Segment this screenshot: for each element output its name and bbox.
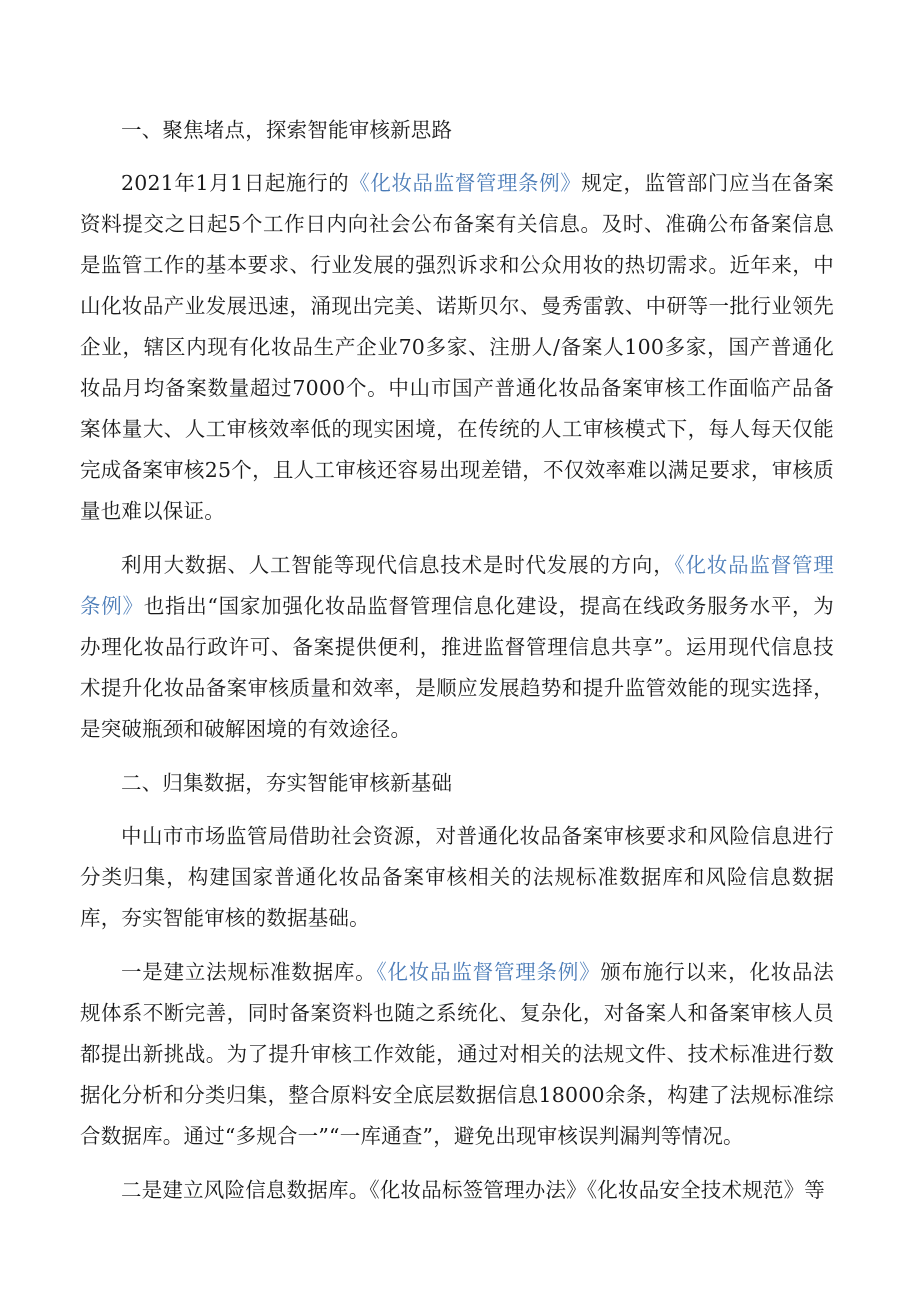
section-2-paragraph-1: 中山市市场监管局借助社会资源，对普通化妆品备案审核要求和风险信息进行分类归集，构建国家普通化妆品备案审核相关的法规标准数据库和风险信息数据库，夯实智能审核的数据基础。 [80,824,834,930]
section-1-paragraph-2 [80,545,834,750]
section-1-heading: 一、聚焦堵点，探索智能审核新思路 [121,118,453,142]
paragraph-text: 利用大数据、人工智能等现代信息技术是时代发展的方向， [121,553,675,577]
regulation-link[interactable]: 《化妆品监督管理条例》 [349,171,582,195]
paragraph-text: 一是建立法规标准数据库。 [121,960,377,984]
section-2-heading: 二、归集数据，夯实智能审核新基础 [121,771,453,795]
paragraph-text: 颁布施行以来，化妆品法规体系不断完善，同时备案资料也随之系统化、复杂化，对备案人和备案审核人员都提出新挑战。为了提升审核工作效能，通过对相关的法规文件、技术标准进行数据化分析和分类归集，整合原料安全底层数据信息18000余条，构建了法规标准综合数据库。通过“多规合一”“一库通查”，避免出现审核误判漏判等情况。 [80,960,834,1148]
regulation-link[interactable]: 《化妆品监督管理条例》 [80,553,834,618]
section-2-paragraph-3: 二是建立风险信息数据库。《化妆品标签管理办法》《化妆品安全技术规范》等 [121,1178,825,1202]
section-2-paragraph-2 [80,952,834,1157]
regulation-link[interactable]: 《化妆品监督管理条例》 [376,960,601,984]
paragraph-text: 规定，监管部门应当在备案资料提交之日起5个工作日内向社会公布备案有关信息。及时、准确公布备案信息是监管工作的基本要求、行业发展的强烈诉求和公众用妆的热切需求。近年来，中山化妆品产业发展迅速，涌现出完美、诺斯贝尔、曼秀雷敦、中研等一批行业领先企业，辖区内现有化妆品生产企业70多家、注册人/备案人100多家，国产普通化妆品月均备案数量超过7000个。中山市国产普通化妆品备案审核工作面临产品备案体量大、人工审核效率低的现实困境，在传统的人工审核模式下，每人每天仅能完成备案审核25个，且人工审核还容易出现差错，不仅效率难以满足要求，审核质量也难以保证。 [80,171,835,523]
paragraph-text: 2021年1月1日起施行的 [121,171,350,195]
section-1-paragraph-1 [80,163,834,532]
paragraph-text: 也指出“国家加强化妆品监督管理信息化建设，提高在线政务服务水平，为办理化妆品行政许可、备案提供便利，推进监督管理信息共享”。运用现代信息技术提升化妆品备案审核质量和效率，是顺应发展趋势和提升监管效能的现实选择，是突破瓶颈和破解困境的有效途径。 [80,594,834,741]
